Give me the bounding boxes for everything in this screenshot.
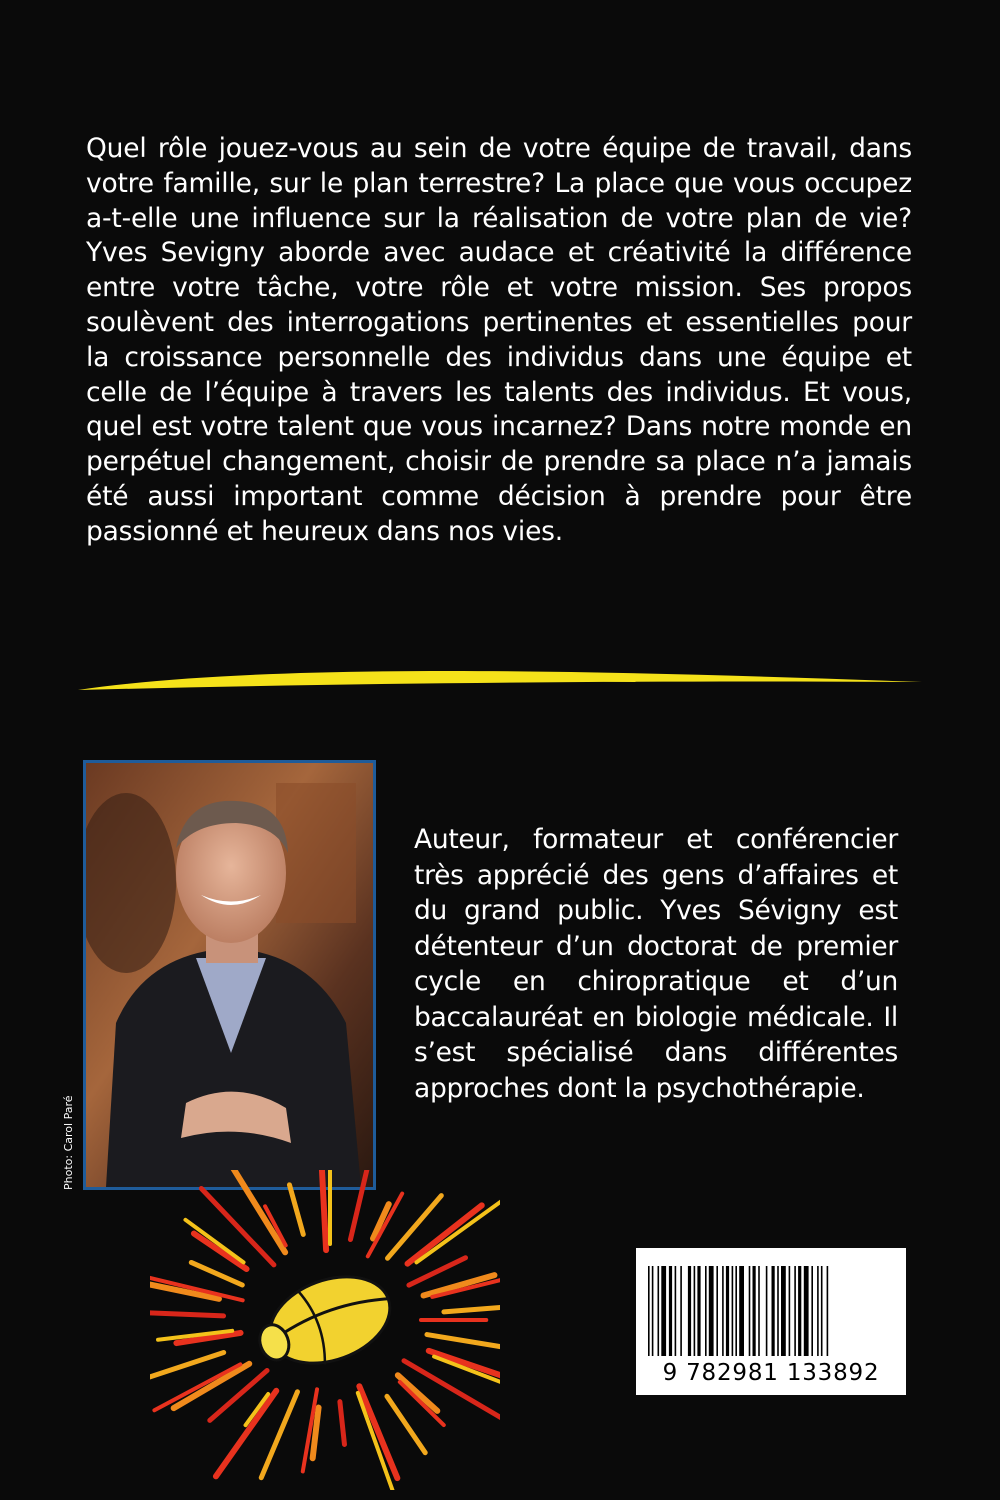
isbn-barcode (636, 1248, 906, 1395)
author-photo (83, 760, 376, 1190)
author-bio: Auteur, formateur et conférencier très apprécié des gens d’affaires et du grand public. Yves Sévigny est détenteur d’un doctorat de premier cycle en chiropratique et d’un baccalauréat en biologie médicale. Il s’est spécialisé dans différentes approches dont la psychothérapie. (414, 824, 898, 1104)
isbn-number: 9 782981 133892 (662, 1360, 880, 1386)
barcode-bars (646, 1266, 896, 1356)
back-cover-blurb: Quel rôle jouez-vous au sein de votre équipe de travail, dans votre famille, sur le plan terrestre? La place que vous occupez a-t-elle une influence sur la réalisation de votre plan de vie? Yves Sevigny aborde avec audace et créativité la différence entre votre tâche, votre rôle et votre mission. Ses propos soulèvent des interrogations pertinentes et essentielles pour la croissance personnelle des individus dans une équipe et celle de l’équipe à travers les talents des individus. Et vous, quel est votre talent que vous incarnez? Dans notre monde en perpétuel changement, choisir de prendre sa place n’a jamais été aussi important comme décision à prendre pour être passionné et heureux dans nos vies. (86, 133, 912, 547)
photo-credit: Photo: Carol Paré (62, 1095, 75, 1190)
yellow-swoosh-divider (70, 660, 930, 710)
beetle-logo-icon (150, 1170, 500, 1490)
